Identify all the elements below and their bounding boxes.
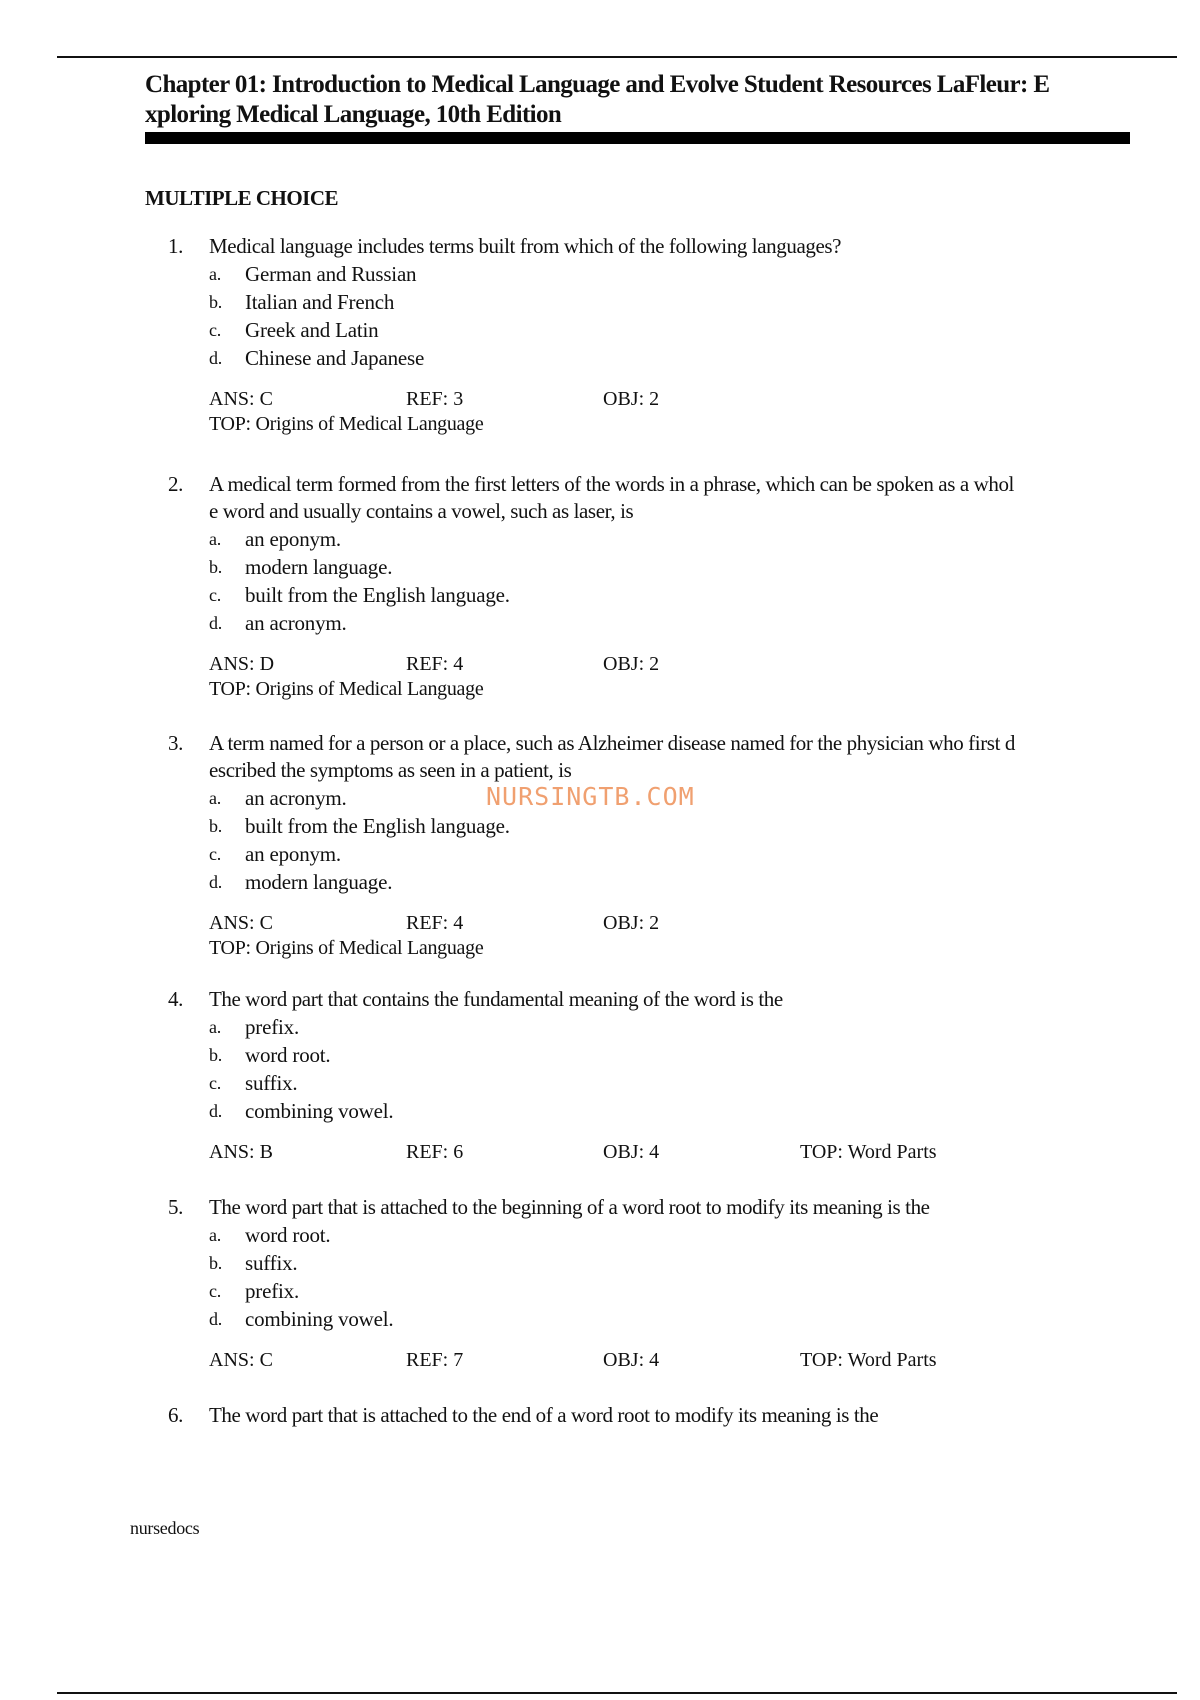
question-stem bbox=[168, 986, 1128, 1013]
answer-option-a bbox=[209, 525, 1128, 553]
answer-key: ANS: D bbox=[209, 653, 275, 675]
answer-option-c bbox=[209, 316, 1128, 344]
answer-option-b bbox=[209, 1041, 1128, 1069]
option-text: modern language. bbox=[245, 555, 393, 579]
option-text: word root. bbox=[245, 1043, 331, 1067]
option-text: combining vowel. bbox=[245, 1099, 394, 1123]
answer-options bbox=[209, 260, 1128, 372]
option-text: Chinese and Japanese bbox=[245, 346, 425, 370]
question-4 bbox=[168, 986, 1128, 1165]
stem-line: A term named for a person or a place, such as Alzheimer disease named for the physician who first d bbox=[209, 731, 1015, 755]
answer-option-d bbox=[209, 344, 1128, 372]
stem-line: The word part that is attached to the beginning of a word root to modify its meaning is the bbox=[209, 1195, 930, 1219]
option-letter: b. bbox=[209, 292, 223, 312]
reference: REF: 7 bbox=[406, 1349, 464, 1371]
question-number: 6. bbox=[168, 1403, 183, 1427]
option-text: suffix. bbox=[245, 1251, 298, 1275]
question-5 bbox=[168, 1194, 1128, 1373]
question-stem bbox=[168, 471, 1128, 525]
answer-option-c bbox=[209, 581, 1128, 609]
answer-key: ANS: B bbox=[209, 1141, 273, 1163]
question-number: 5. bbox=[168, 1195, 183, 1219]
option-letter: c. bbox=[209, 320, 222, 340]
option-text: word root. bbox=[245, 1223, 331, 1247]
objective: OBJ: 2 bbox=[603, 653, 660, 675]
option-letter: d. bbox=[209, 872, 223, 892]
option-letter: b. bbox=[209, 816, 223, 836]
reference: REF: 4 bbox=[406, 653, 464, 675]
option-text: built from the English language. bbox=[245, 814, 510, 838]
answer-option-a bbox=[209, 260, 1128, 288]
stem-line: Medical language includes terms built from which of the following languages? bbox=[209, 234, 842, 258]
question-1 bbox=[168, 233, 1128, 436]
objective: OBJ: 2 bbox=[603, 912, 660, 934]
answer-option-d bbox=[209, 1097, 1128, 1125]
topic: TOP: Word Parts bbox=[800, 1349, 937, 1371]
question-number: 3. bbox=[168, 731, 183, 755]
option-letter: b. bbox=[209, 1045, 223, 1065]
objective: OBJ: 4 bbox=[603, 1349, 660, 1371]
option-letter: c. bbox=[209, 585, 222, 605]
option-letter: a. bbox=[209, 1225, 222, 1245]
option-letter: a. bbox=[209, 1017, 222, 1037]
stem-line: escribed the symptoms as seen in a patient, is bbox=[209, 758, 572, 782]
option-letter: c. bbox=[209, 1281, 222, 1301]
answer-option-a bbox=[209, 1013, 1128, 1041]
stem-line: The word part that contains the fundamental meaning of the word is the bbox=[209, 987, 783, 1011]
option-letter: d. bbox=[209, 1309, 223, 1329]
option-letter: d. bbox=[209, 1101, 223, 1121]
heading-underline-bar bbox=[145, 132, 1130, 144]
bottom-rule bbox=[57, 1692, 1177, 1694]
option-text: an acronym. bbox=[245, 611, 347, 635]
option-text: German and Russian bbox=[245, 262, 417, 286]
top-rule bbox=[57, 56, 1177, 58]
reference: REF: 3 bbox=[406, 388, 464, 410]
chapter-heading-line-1: Chapter 01: Introduction to Medical Language and Evolve Student Resources LaFleur: E bbox=[145, 71, 1050, 98]
option-text: an acronym. bbox=[245, 786, 347, 810]
stem-line: e word and usually contains a vowel, such as laser, is bbox=[209, 499, 634, 523]
topic: TOP: Origins of Medical Language bbox=[209, 678, 484, 700]
stem-line: The word part that is attached to the end of a word root to modify its meaning is the bbox=[209, 1403, 879, 1427]
option-text: an eponym. bbox=[245, 842, 341, 866]
option-letter: a. bbox=[209, 529, 222, 549]
option-letter: d. bbox=[209, 348, 223, 368]
answer-option-b bbox=[209, 812, 1128, 840]
topic: TOP: Origins of Medical Language bbox=[209, 413, 484, 435]
question-3 bbox=[168, 730, 1128, 960]
answer-option-b bbox=[209, 288, 1128, 316]
objective: OBJ: 4 bbox=[603, 1141, 660, 1163]
question-number: 4. bbox=[168, 987, 183, 1011]
answer-option-c bbox=[209, 1069, 1128, 1097]
topic: TOP: Word Parts bbox=[800, 1141, 937, 1163]
option-text: prefix. bbox=[245, 1279, 299, 1303]
option-letter: a. bbox=[209, 264, 222, 284]
answer-options bbox=[209, 525, 1128, 637]
question-stem bbox=[168, 730, 1128, 784]
answer-option-b bbox=[209, 1249, 1128, 1277]
question-number: 2. bbox=[168, 472, 183, 496]
option-letter: c. bbox=[209, 1073, 222, 1093]
chapter-heading bbox=[145, 70, 1130, 130]
question-number: 1. bbox=[168, 234, 183, 258]
option-text: suffix. bbox=[245, 1071, 298, 1095]
option-text: combining vowel. bbox=[245, 1307, 394, 1331]
question-stem bbox=[168, 233, 1128, 260]
answer-options bbox=[209, 1013, 1128, 1125]
answer-options bbox=[209, 1221, 1128, 1333]
answer-option-c bbox=[209, 1277, 1128, 1305]
question-2 bbox=[168, 471, 1128, 701]
answer-meta bbox=[209, 910, 1128, 936]
option-text: modern language. bbox=[245, 870, 393, 894]
section-title: MULTIPLE CHOICE bbox=[145, 186, 339, 210]
option-text: Italian and French bbox=[245, 290, 395, 314]
option-letter: a. bbox=[209, 788, 222, 808]
answer-key: ANS: C bbox=[209, 1349, 273, 1371]
reference: REF: 6 bbox=[406, 1141, 464, 1163]
objective: OBJ: 2 bbox=[603, 388, 660, 410]
option-letter: c. bbox=[209, 844, 222, 864]
question-stem bbox=[168, 1402, 1128, 1429]
option-text: Greek and Latin bbox=[245, 318, 379, 342]
question-stem bbox=[168, 1194, 1128, 1221]
answer-option-d bbox=[209, 609, 1128, 637]
answer-meta bbox=[209, 386, 1128, 412]
option-letter: b. bbox=[209, 1253, 223, 1273]
topic: TOP: Origins of Medical Language bbox=[209, 937, 484, 959]
answer-option-d bbox=[209, 1305, 1128, 1333]
answer-meta bbox=[209, 1347, 1128, 1373]
footer-label: nursedocs bbox=[130, 1518, 200, 1538]
question-6 bbox=[168, 1402, 1128, 1429]
answer-meta bbox=[209, 651, 1128, 677]
option-text: built from the English language. bbox=[245, 583, 510, 607]
option-text: prefix. bbox=[245, 1015, 299, 1039]
nursingtb-watermark: NURSINGTB.COM bbox=[486, 782, 695, 811]
answer-option-d bbox=[209, 868, 1128, 896]
option-letter: b. bbox=[209, 557, 223, 577]
answer-key: ANS: C bbox=[209, 388, 273, 410]
answer-option-a bbox=[209, 1221, 1128, 1249]
chapter-heading-line-2: xploring Medical Language, 10th Edition bbox=[145, 101, 562, 128]
answer-key: ANS: C bbox=[209, 912, 273, 934]
option-text: an eponym. bbox=[245, 527, 341, 551]
answer-meta bbox=[209, 1139, 1128, 1165]
stem-line: A medical term formed from the first letters of the words in a phrase, which can be spoken as a whol bbox=[209, 472, 1014, 496]
answer-option-b bbox=[209, 553, 1128, 581]
reference: REF: 4 bbox=[406, 912, 464, 934]
answer-option-c bbox=[209, 840, 1128, 868]
option-letter: d. bbox=[209, 613, 223, 633]
